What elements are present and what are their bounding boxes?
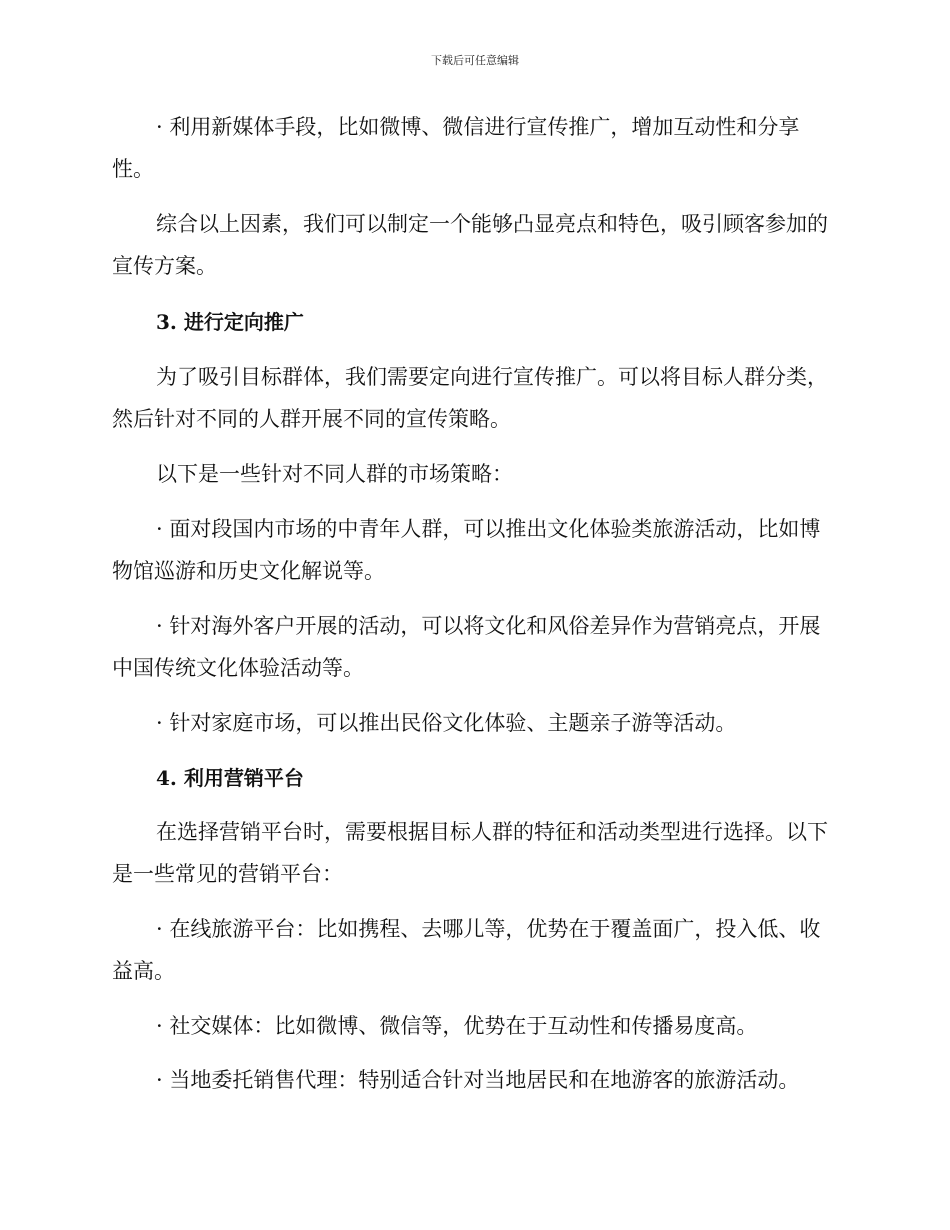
bullet-overseas-clients: · 针对海外客户开展的活动，可以将文化和风俗差异作为营销亮点，开展中国传统文化体验活动等。	[112, 614, 821, 680]
bullet-new-media: · 利用新媒体手段，比如微博、微信进行宣传推广，增加互动性和分享性。	[112, 115, 800, 181]
bullet-online-travel: · 在线旅游平台：比如携程、去哪儿等，优势在于覆盖面广，投入低、收益高。	[112, 917, 821, 983]
section-heading-4: 4. 利用营销平台	[156, 766, 304, 790]
paragraph-summary: 综合以上因素，我们可以制定一个能够凸显亮点和特色，吸引顾客参加的宣传方案。	[112, 212, 828, 278]
bullet-family-market: · 针对家庭市场，可以推出民俗文化体验、主题亲子游等活动。	[156, 711, 737, 735]
bullet-domestic-market: · 面对段国内市场的中青年人群，可以推出文化体验类旅游活动，比如博物馆巡游和历史文化解说等。	[112, 517, 821, 583]
page-header-note: 下载后可任意编辑	[431, 54, 519, 67]
paragraph-targeted-promotion: 为了吸引目标群体，我们需要定向进行宣传推广。可以将目标人群分类，然后针对不同的人群开展不同的宣传策略。	[112, 365, 828, 431]
section-heading-3: 3. 进行定向推广	[156, 310, 304, 334]
bullet-social-media: · 社交媒体：比如微博、微信等，优势在于互动性和传播易度高。	[156, 1014, 758, 1038]
paragraph-strategy-intro: 以下是一些针对不同人群的市场策略：	[156, 462, 513, 486]
paragraph-platform-intro: 在选择营销平台时，需要根据目标人群的特征和活动类型进行选择。以下是一些常见的营销平台：	[112, 820, 828, 886]
bullet-local-agents: · 当地委托销售代理：特别适合针对当地居民和在地游客的旅游活动。	[156, 1068, 800, 1092]
